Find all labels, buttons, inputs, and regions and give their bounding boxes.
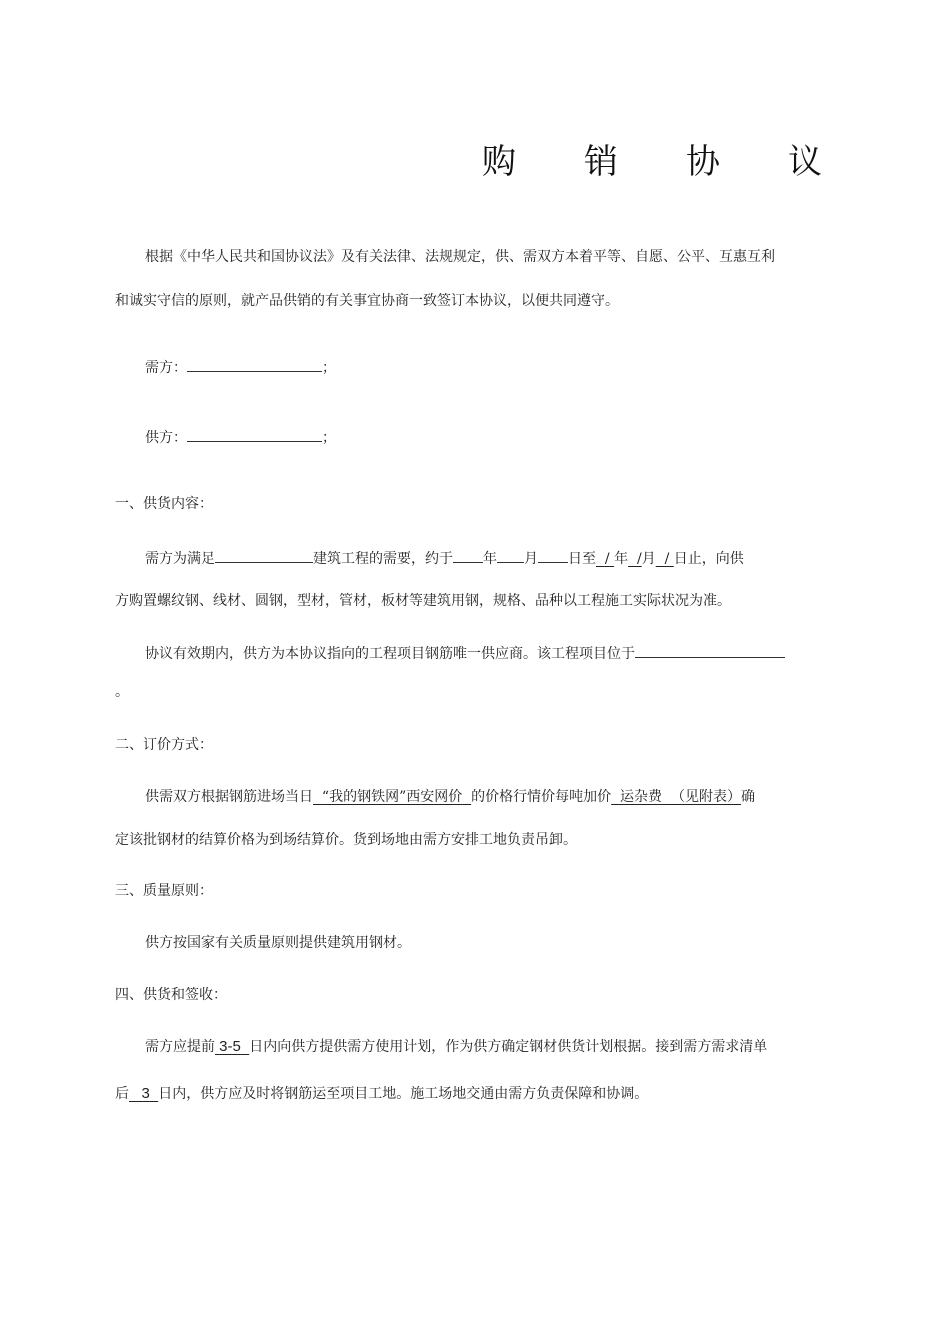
intro-line-2: 和诚实守信的原则，就产品供销的有关事宜协商一致签订本协议，以便共同遵守。 xyxy=(115,293,619,309)
slash-mark: / xyxy=(636,551,642,567)
location-blank[interactable] xyxy=(635,642,785,658)
s2-text: 的价格行情价每吨加价 xyxy=(471,789,612,805)
seller-blank[interactable] xyxy=(187,426,322,442)
s4-text: 日内，供方应及时将钢筋运至项目工地。施工场地交通由需方负责保障和协调。 xyxy=(158,1086,649,1102)
section-2-heading: 二、订价方式： xyxy=(115,737,213,753)
title-char: 议 xyxy=(788,142,822,182)
s4-text: 需方应提前 xyxy=(145,1039,215,1055)
s2-para-line1 xyxy=(145,787,755,807)
s3-para: 供方按国家有关质量原则提供建筑用钢材。 xyxy=(145,935,411,951)
s1-text: 年 xyxy=(483,551,497,567)
section-4-heading: 四、供货和签收： xyxy=(115,987,227,1003)
s4-para-line2 xyxy=(115,1084,648,1104)
s2-text: 供需双方根据钢筋进场当日 xyxy=(145,789,313,805)
project-blank[interactable] xyxy=(215,547,313,563)
s1-text: 年 xyxy=(614,551,629,567)
s1-text: 日至 xyxy=(568,551,596,567)
markup-field[interactable] xyxy=(611,789,741,805)
price-source-field[interactable] xyxy=(313,789,471,805)
seller-label: 供方： xyxy=(145,430,187,446)
s1-text: 月 xyxy=(524,551,538,567)
seller-row xyxy=(145,426,336,448)
section-1-heading: 一、供货内容： xyxy=(115,496,213,512)
s1-para2-line2: 。 xyxy=(115,684,129,700)
price-source-value: “我的钢铁网”西安网价 xyxy=(321,789,463,805)
s1-text: 建筑工程的需要，约于 xyxy=(313,551,453,567)
section-3-heading: 三、质量原则： xyxy=(115,883,213,899)
s1-text: 需方为满足 xyxy=(145,551,215,567)
end-month-field[interactable] xyxy=(628,551,642,567)
s1-text: 日止，向供 xyxy=(673,551,744,567)
s2-para-line2: 定该批钢材的结算价格为到场结算价。货到场地由需方安排工地负责吊卸。 xyxy=(115,832,577,848)
title-char: 协 xyxy=(686,142,720,182)
advance-days-field[interactable] xyxy=(215,1038,249,1055)
slash-mark: / xyxy=(664,551,670,567)
delivery-days-field[interactable] xyxy=(129,1085,158,1102)
delivery-days-value: 3 xyxy=(141,1085,150,1102)
buyer-label: 需方： xyxy=(145,360,187,376)
month-blank[interactable] xyxy=(497,547,524,563)
s4-text: 日内向供方提供需方使用计划，作为供方确定钢材供货计划根据。接到需方需求清单 xyxy=(249,1039,768,1055)
fee-value: 运杂费 xyxy=(620,789,663,805)
s1-text: 月 xyxy=(641,551,656,567)
document-title xyxy=(482,134,822,183)
slash-mark: / xyxy=(604,551,610,567)
day-blank[interactable] xyxy=(538,547,568,563)
s1-para2-line1 xyxy=(145,642,785,664)
title-char: 销 xyxy=(584,142,618,182)
year-blank[interactable] xyxy=(453,547,483,563)
seller-end: ； xyxy=(322,430,336,446)
intro-line-1: 根据《中华人民共和国协议法》及有关法律、法规规定，供、需双方本着平等、自愿、公平、互惠互利 xyxy=(145,249,775,265)
s1-text: 协议有效期内，供方为本协议指向的工程项目钢筋唯一供应商。该工程项目位于 xyxy=(145,646,635,662)
buyer-row xyxy=(145,356,336,378)
end-day-field[interactable] xyxy=(656,551,674,567)
s1-para1-line1 xyxy=(145,547,744,569)
s1-para1-line2: 方购置螺纹钢、线材、圆钢，型材，管材，板材等建筑用钢，规格、品种以工程施工实际状况为准。 xyxy=(115,593,731,609)
end-year-field[interactable] xyxy=(596,551,614,567)
advance-days-value: 3-5 xyxy=(219,1038,241,1055)
title-char: 购 xyxy=(482,142,516,182)
s4-text: 后 xyxy=(115,1086,129,1102)
buyer-blank[interactable] xyxy=(187,356,322,372)
buyer-end: ； xyxy=(322,360,336,376)
fee-note: （见附表） xyxy=(670,789,741,805)
s2-text: 确 xyxy=(740,789,755,805)
s4-para-line1 xyxy=(145,1037,767,1057)
